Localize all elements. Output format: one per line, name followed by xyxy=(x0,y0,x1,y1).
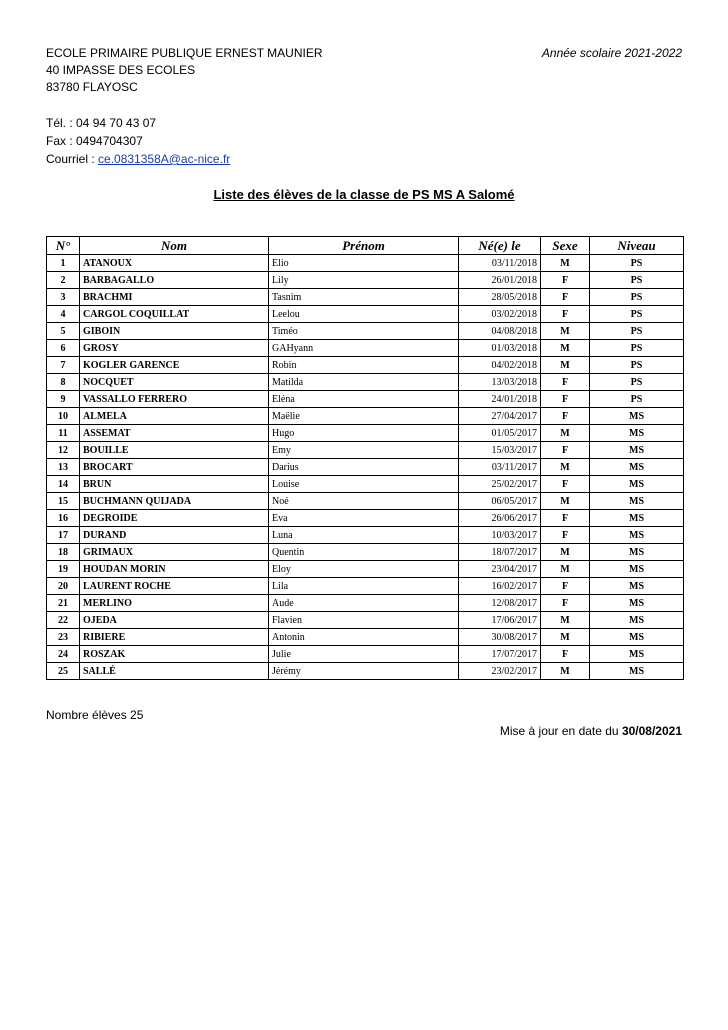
cell-name: BROCART xyxy=(80,459,269,476)
cell-number: 25 xyxy=(47,663,80,680)
cell-level: MS xyxy=(590,476,684,493)
cell-sex: F xyxy=(541,391,590,408)
cell-sex: M xyxy=(541,544,590,561)
table-row xyxy=(47,272,684,289)
cell-firstname: Maëlie xyxy=(269,408,459,425)
cell-name: VASSALLO FERRERO xyxy=(80,391,269,408)
school-year: Année scolaire 2021-2022 xyxy=(541,46,682,60)
cell-sex: F xyxy=(541,595,590,612)
cell-number: 20 xyxy=(47,578,80,595)
table-body xyxy=(47,255,684,680)
cell-sex: F xyxy=(541,527,590,544)
cell-birthdate: 24/01/2018 xyxy=(459,391,541,408)
cell-number: 15 xyxy=(47,493,80,510)
cell-firstname: Darius xyxy=(269,459,459,476)
col-header-number: N° xyxy=(47,237,80,255)
cell-sex: F xyxy=(541,374,590,391)
table-row xyxy=(47,306,684,323)
cell-name: DEGROIDE xyxy=(80,510,269,527)
table-row xyxy=(47,510,684,527)
cell-name: ATANOUX xyxy=(80,255,269,272)
cell-birthdate: 28/05/2018 xyxy=(459,289,541,306)
cell-sex: M xyxy=(541,357,590,374)
cell-number: 24 xyxy=(47,646,80,663)
cell-name: NOCQUET xyxy=(80,374,269,391)
cell-firstname: Elio xyxy=(269,255,459,272)
cell-firstname: Eva xyxy=(269,510,459,527)
cell-number: 19 xyxy=(47,561,80,578)
table-row xyxy=(47,476,684,493)
table-row xyxy=(47,340,684,357)
col-header-level: Niveau xyxy=(590,237,684,255)
cell-level: MS xyxy=(590,561,684,578)
cell-number: 18 xyxy=(47,544,80,561)
table-row xyxy=(47,663,684,680)
table-header-row xyxy=(47,237,684,255)
cell-sex: M xyxy=(541,323,590,340)
cell-name: MERLINO xyxy=(80,595,269,612)
cell-number: 5 xyxy=(47,323,80,340)
cell-number: 8 xyxy=(47,374,80,391)
cell-name: GIBOIN xyxy=(80,323,269,340)
cell-name: DURAND xyxy=(80,527,269,544)
cell-birthdate: 25/02/2017 xyxy=(459,476,541,493)
cell-sex: F xyxy=(541,578,590,595)
cell-name: BRUN xyxy=(80,476,269,493)
cell-number: 21 xyxy=(47,595,80,612)
table-row xyxy=(47,255,684,272)
cell-birthdate: 18/07/2017 xyxy=(459,544,541,561)
cell-number: 13 xyxy=(47,459,80,476)
table-row xyxy=(47,425,684,442)
table-row xyxy=(47,595,684,612)
col-header-sex: Sexe xyxy=(541,237,590,255)
cell-level: MS xyxy=(590,544,684,561)
page-title-text: Liste des élèves de la classe de PS MS A Salomé xyxy=(213,187,515,202)
cell-number: 12 xyxy=(47,442,80,459)
cell-level: PS xyxy=(590,374,684,391)
cell-sex: M xyxy=(541,425,590,442)
cell-firstname: Leelou xyxy=(269,306,459,323)
cell-firstname: Aude xyxy=(269,595,459,612)
cell-birthdate: 23/04/2017 xyxy=(459,561,541,578)
cell-sex: M xyxy=(541,493,590,510)
table-row xyxy=(47,323,684,340)
cell-sex: F xyxy=(541,272,590,289)
cell-firstname: Tasnim xyxy=(269,289,459,306)
cell-level: MS xyxy=(590,510,684,527)
table-row xyxy=(47,544,684,561)
update-note xyxy=(400,724,682,738)
email-line xyxy=(46,150,230,168)
cell-birthdate: 01/03/2018 xyxy=(459,340,541,357)
cell-firstname: Julie xyxy=(269,646,459,663)
cell-birthdate: 15/03/2017 xyxy=(459,442,541,459)
cell-level: MS xyxy=(590,612,684,629)
cell-name: GROSY xyxy=(80,340,269,357)
cell-sex: M xyxy=(541,663,590,680)
cell-name: RIBIERE xyxy=(80,629,269,646)
cell-number: 6 xyxy=(47,340,80,357)
cell-birthdate: 27/04/2017 xyxy=(459,408,541,425)
school-city: 83780 FLAYOSC xyxy=(46,80,138,94)
cell-birthdate: 26/06/2017 xyxy=(459,510,541,527)
cell-sex: M xyxy=(541,629,590,646)
cell-birthdate: 26/01/2018 xyxy=(459,272,541,289)
cell-level: MS xyxy=(590,459,684,476)
cell-firstname: Noé xyxy=(269,493,459,510)
table-row xyxy=(47,612,684,629)
school-name: ECOLE PRIMAIRE PUBLIQUE ERNEST MAUNIER xyxy=(46,46,323,60)
table-row xyxy=(47,442,684,459)
cell-birthdate: 17/06/2017 xyxy=(459,612,541,629)
cell-level: PS xyxy=(590,340,684,357)
cell-sex: M xyxy=(541,255,590,272)
cell-level: PS xyxy=(590,323,684,340)
cell-birthdate: 12/08/2017 xyxy=(459,595,541,612)
cell-name: ASSEMAT xyxy=(80,425,269,442)
cell-level: MS xyxy=(590,595,684,612)
cell-sex: M xyxy=(541,459,590,476)
table-row xyxy=(47,289,684,306)
update-label: Mise à jour en date du xyxy=(499,724,622,738)
email-link[interactable]: ce.0831358A@ac-nice.fr xyxy=(98,152,231,166)
cell-name: CARGOL COQUILLAT xyxy=(80,306,269,323)
table-row xyxy=(47,629,684,646)
phone-number: Tél. : 04 94 70 43 07 xyxy=(46,116,157,130)
cell-level: PS xyxy=(590,306,684,323)
cell-level: MS xyxy=(590,629,684,646)
cell-number: 16 xyxy=(47,510,80,527)
cell-number: 10 xyxy=(47,408,80,425)
cell-level: PS xyxy=(590,357,684,374)
cell-name: SALLÉ xyxy=(80,663,269,680)
cell-birthdate: 17/07/2017 xyxy=(459,646,541,663)
cell-number: 7 xyxy=(47,357,80,374)
page-title xyxy=(0,187,728,202)
contact-block xyxy=(46,114,230,168)
cell-firstname: GAHyann xyxy=(269,340,459,357)
table-row xyxy=(47,374,684,391)
cell-level: MS xyxy=(590,646,684,663)
update-date: 30/08/2021 xyxy=(621,724,682,738)
cell-level: MS xyxy=(590,493,684,510)
table-row xyxy=(47,391,684,408)
school-address xyxy=(46,45,323,96)
cell-firstname: Antonin xyxy=(269,629,459,646)
col-header-name: Nom xyxy=(80,237,269,255)
cell-firstname: Eléna xyxy=(269,391,459,408)
cell-number: 23 xyxy=(47,629,80,646)
table-row xyxy=(47,408,684,425)
cell-name: KOGLER GARENCE xyxy=(80,357,269,374)
student-count: Nombre élèves 25 xyxy=(46,708,144,722)
cell-name: GRIMAUX xyxy=(80,544,269,561)
cell-firstname: Eloy xyxy=(269,561,459,578)
cell-firstname: Robin xyxy=(269,357,459,374)
cell-birthdate: 03/11/2017 xyxy=(459,459,541,476)
cell-level: MS xyxy=(590,527,684,544)
cell-birthdate: 30/08/2017 xyxy=(459,629,541,646)
cell-level: MS xyxy=(590,578,684,595)
cell-name: LAURENT ROCHE xyxy=(80,578,269,595)
table-row xyxy=(47,493,684,510)
table-row xyxy=(47,357,684,374)
email-label: Courriel : xyxy=(46,152,99,166)
cell-firstname: Lila xyxy=(269,578,459,595)
cell-firstname: Matilda xyxy=(269,374,459,391)
cell-number: 17 xyxy=(47,527,80,544)
cell-level: MS xyxy=(590,425,684,442)
cell-birthdate: 01/05/2017 xyxy=(459,425,541,442)
table-row xyxy=(47,561,684,578)
table-row xyxy=(47,459,684,476)
cell-level: PS xyxy=(590,272,684,289)
cell-name: ROSZAK xyxy=(80,646,269,663)
cell-level: MS xyxy=(590,663,684,680)
cell-level: PS xyxy=(590,255,684,272)
fax-number: Fax : 0494704307 xyxy=(46,134,143,148)
col-header-firstname: Prénom xyxy=(269,237,459,255)
cell-level: PS xyxy=(590,391,684,408)
cell-sex: M xyxy=(541,561,590,578)
cell-name: BARBAGALLO xyxy=(80,272,269,289)
cell-firstname: Lily xyxy=(269,272,459,289)
cell-name: BUCHMANN QUIJADA xyxy=(80,493,269,510)
cell-birthdate: 23/02/2017 xyxy=(459,663,541,680)
cell-sex: F xyxy=(541,408,590,425)
cell-firstname: Quentin xyxy=(269,544,459,561)
cell-firstname: Flavien xyxy=(269,612,459,629)
cell-sex: F xyxy=(541,289,590,306)
cell-number: 3 xyxy=(47,289,80,306)
cell-number: 9 xyxy=(47,391,80,408)
cell-sex: M xyxy=(541,612,590,629)
cell-firstname: Louise xyxy=(269,476,459,493)
cell-number: 4 xyxy=(47,306,80,323)
cell-birthdate: 04/08/2018 xyxy=(459,323,541,340)
cell-birthdate: 04/02/2018 xyxy=(459,357,541,374)
col-header-birthdate: Né(e) le xyxy=(459,237,541,255)
cell-birthdate: 13/03/2018 xyxy=(459,374,541,391)
cell-birthdate: 16/02/2017 xyxy=(459,578,541,595)
cell-sex: F xyxy=(541,442,590,459)
cell-name: ALMELA xyxy=(80,408,269,425)
table-row xyxy=(47,578,684,595)
cell-level: MS xyxy=(590,408,684,425)
cell-birthdate: 03/11/2018 xyxy=(459,255,541,272)
cell-sex: F xyxy=(541,646,590,663)
cell-birthdate: 10/03/2017 xyxy=(459,527,541,544)
cell-firstname: Emy xyxy=(269,442,459,459)
cell-number: 2 xyxy=(47,272,80,289)
cell-firstname: Timéo xyxy=(269,323,459,340)
cell-birthdate: 06/05/2017 xyxy=(459,493,541,510)
cell-firstname: Luna xyxy=(269,527,459,544)
cell-number: 1 xyxy=(47,255,80,272)
cell-name: OJEDA xyxy=(80,612,269,629)
cell-sex: M xyxy=(541,340,590,357)
cell-sex: F xyxy=(541,510,590,527)
cell-name: BRACHMI xyxy=(80,289,269,306)
school-street: 40 IMPASSE DES ECOLES xyxy=(46,63,196,77)
cell-sex: F xyxy=(541,306,590,323)
table-row xyxy=(47,527,684,544)
cell-firstname: Jérémy xyxy=(269,663,459,680)
cell-level: PS xyxy=(590,289,684,306)
cell-number: 22 xyxy=(47,612,80,629)
table-row xyxy=(47,646,684,663)
student-table xyxy=(46,236,684,680)
cell-number: 11 xyxy=(47,425,80,442)
cell-level: MS xyxy=(590,442,684,459)
cell-firstname: Hugo xyxy=(269,425,459,442)
cell-sex: F xyxy=(541,476,590,493)
cell-name: BOUILLE xyxy=(80,442,269,459)
cell-number: 14 xyxy=(47,476,80,493)
cell-birthdate: 03/02/2018 xyxy=(459,306,541,323)
cell-name: HOUDAN MORIN xyxy=(80,561,269,578)
